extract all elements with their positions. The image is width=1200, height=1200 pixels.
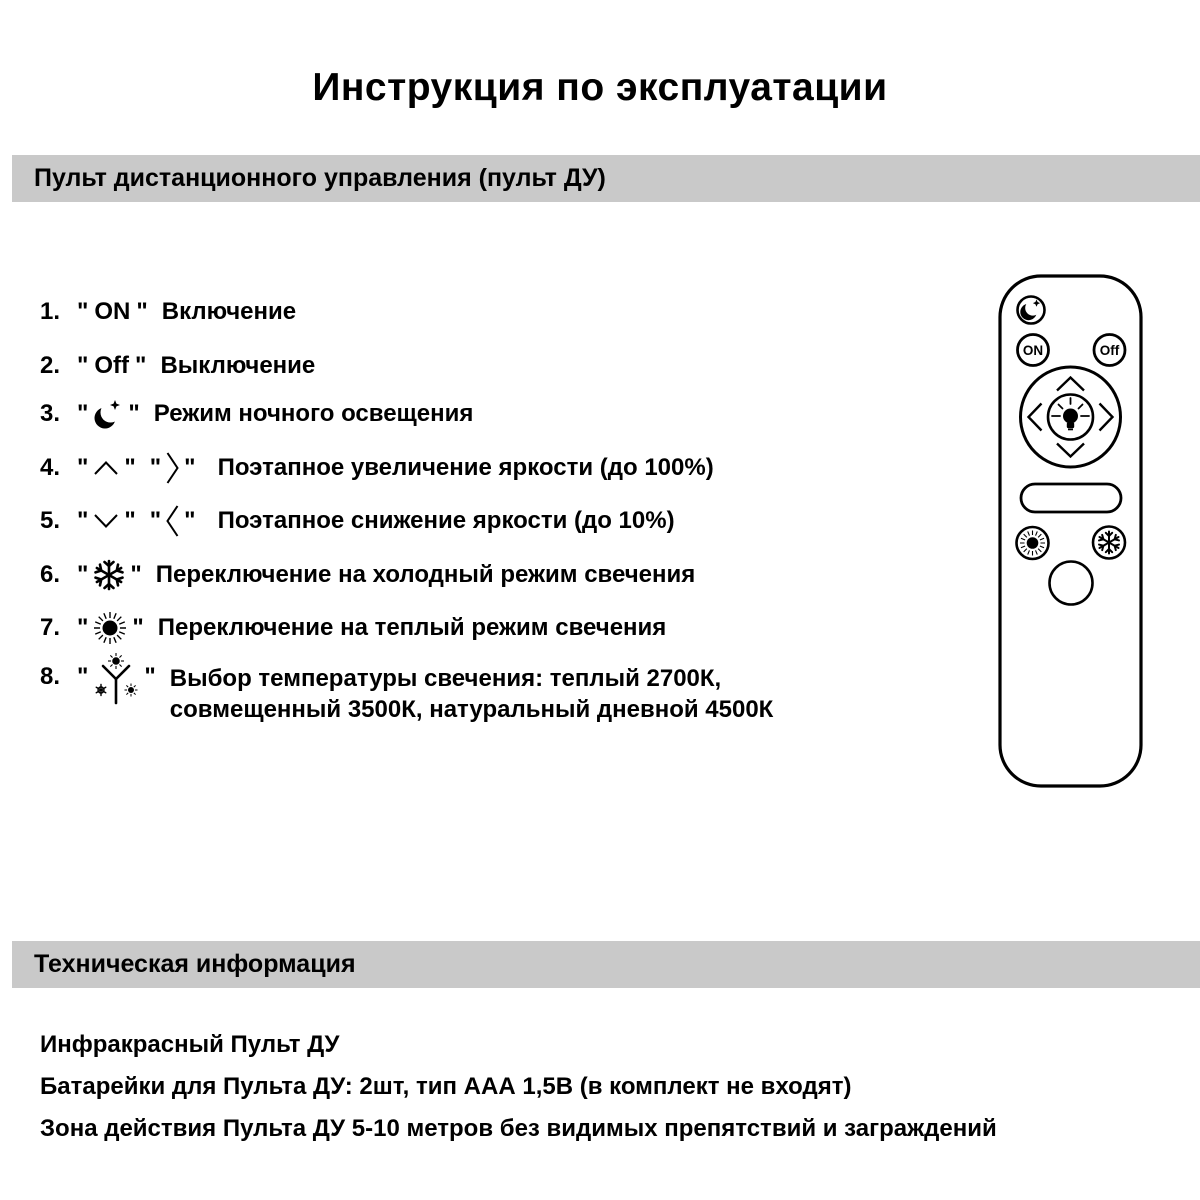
quote-mark: " (130, 561, 142, 588)
quote-mark: " (184, 507, 196, 534)
item-number: 8. (40, 663, 61, 690)
remote-warm-mode-button (1017, 527, 1049, 559)
quote-mark: " (77, 614, 89, 641)
remote-round-button (1050, 562, 1093, 605)
down-chevron-icon (92, 513, 120, 529)
list-item-night-mode (40, 397, 473, 431)
quote-mark: " (184, 454, 196, 481)
page-title: Инструкция по эксплуатации (312, 66, 888, 109)
quote-mark: " (77, 507, 89, 534)
quote-mark: " (149, 454, 162, 481)
quote-mark: " (77, 352, 89, 379)
color-temperature-icon (92, 651, 140, 709)
item-number: 2. (40, 352, 61, 379)
quote-mark: " (77, 298, 89, 325)
left-chevron-icon (165, 503, 180, 539)
remote-left-chevron-icon (1029, 404, 1042, 431)
list-item-cold-mode (40, 558, 695, 592)
item-label-line1: Выбор температуры свечения: теплый 2700К, (169, 665, 722, 692)
off-key-label: Off (94, 352, 130, 379)
item-label: Выключение (160, 352, 316, 379)
item-label-line2: совмещенный 3500К, натуральный дневной 4500К (169, 696, 774, 723)
item-label: Режим ночного освещения (153, 400, 474, 427)
remote-down-chevron-icon (1057, 444, 1084, 457)
remote-night-mode-button (1018, 297, 1045, 324)
right-chevron-icon (165, 450, 180, 486)
quote-mark: " (77, 663, 89, 690)
list-item-color-temperature (40, 663, 773, 725)
quote-mark: " (77, 400, 89, 427)
night-mode-icon (92, 397, 124, 431)
quote-mark: " (77, 454, 89, 481)
remote-scene-button (1021, 484, 1121, 512)
remote-cold-mode-button (1093, 527, 1125, 559)
item-number: 3. (40, 400, 61, 427)
remote-bulb-icon (1052, 398, 1089, 430)
warm-sun-icon (92, 610, 128, 646)
item-label: Поэтапное снижение яркости (до 10%) (217, 507, 675, 534)
section-header-tech-label: Техническая информация (34, 950, 356, 978)
quote-mark: " (149, 507, 162, 534)
item-label: Включение (161, 298, 297, 325)
quote-mark: " (132, 614, 144, 641)
quote-mark: " (128, 400, 140, 427)
quote-mark: " (136, 298, 148, 325)
svg-text:ON: ON (1022, 343, 1044, 358)
tech-info-list (40, 1024, 997, 1150)
remote-off-button (1094, 335, 1125, 366)
list-item-on (40, 295, 296, 329)
quote-mark: " (135, 352, 147, 379)
remote-right-chevron-icon (1100, 404, 1113, 431)
tech-info-line: Инфракрасный Пульт ДУ (40, 1031, 340, 1058)
remote-control-diagram (995, 270, 1147, 792)
tech-info-line: Зона действия Пульта ДУ 5-10 метров без видимых препятствий и заграждений (40, 1115, 997, 1142)
svg-text:Off: Off (1099, 343, 1120, 358)
quote-mark: " (77, 561, 89, 588)
section-header-remote-label: Пульт дистанционного управления (пульт ДУ) (34, 164, 606, 192)
remote-on-button (1018, 335, 1049, 366)
item-label (170, 663, 774, 725)
quote-mark: " (144, 663, 156, 690)
item-number: 5. (40, 507, 61, 534)
item-number: 4. (40, 454, 61, 481)
item-label: Поэтапное увеличение яркости (до 100%) (217, 454, 714, 481)
snowflake-icon (92, 558, 126, 592)
section-header-remote (12, 155, 1200, 202)
list-item-brightness-up (40, 451, 714, 485)
up-chevron-icon (92, 460, 120, 476)
on-key-label: ON (94, 298, 131, 325)
item-label: Переключение на холодный режим свечения (155, 561, 696, 588)
item-number: 1. (40, 298, 61, 325)
item-label: Переключение на теплый режим свечения (157, 614, 667, 641)
section-header-tech (12, 941, 1200, 988)
list-item-brightness-down (40, 504, 675, 538)
list-item-warm-mode (40, 611, 666, 645)
remote-nav-cluster (1021, 367, 1121, 467)
tech-info-line: Батарейки для Пульта ДУ: 2шт, тип ААА 1,5В (в комплект не входят) (40, 1073, 852, 1100)
item-number: 6. (40, 561, 61, 588)
quote-mark: " (124, 507, 136, 534)
remote-up-chevron-icon (1057, 378, 1084, 391)
list-item-off (40, 349, 315, 383)
item-number: 7. (40, 614, 61, 641)
quote-mark: " (124, 454, 136, 481)
